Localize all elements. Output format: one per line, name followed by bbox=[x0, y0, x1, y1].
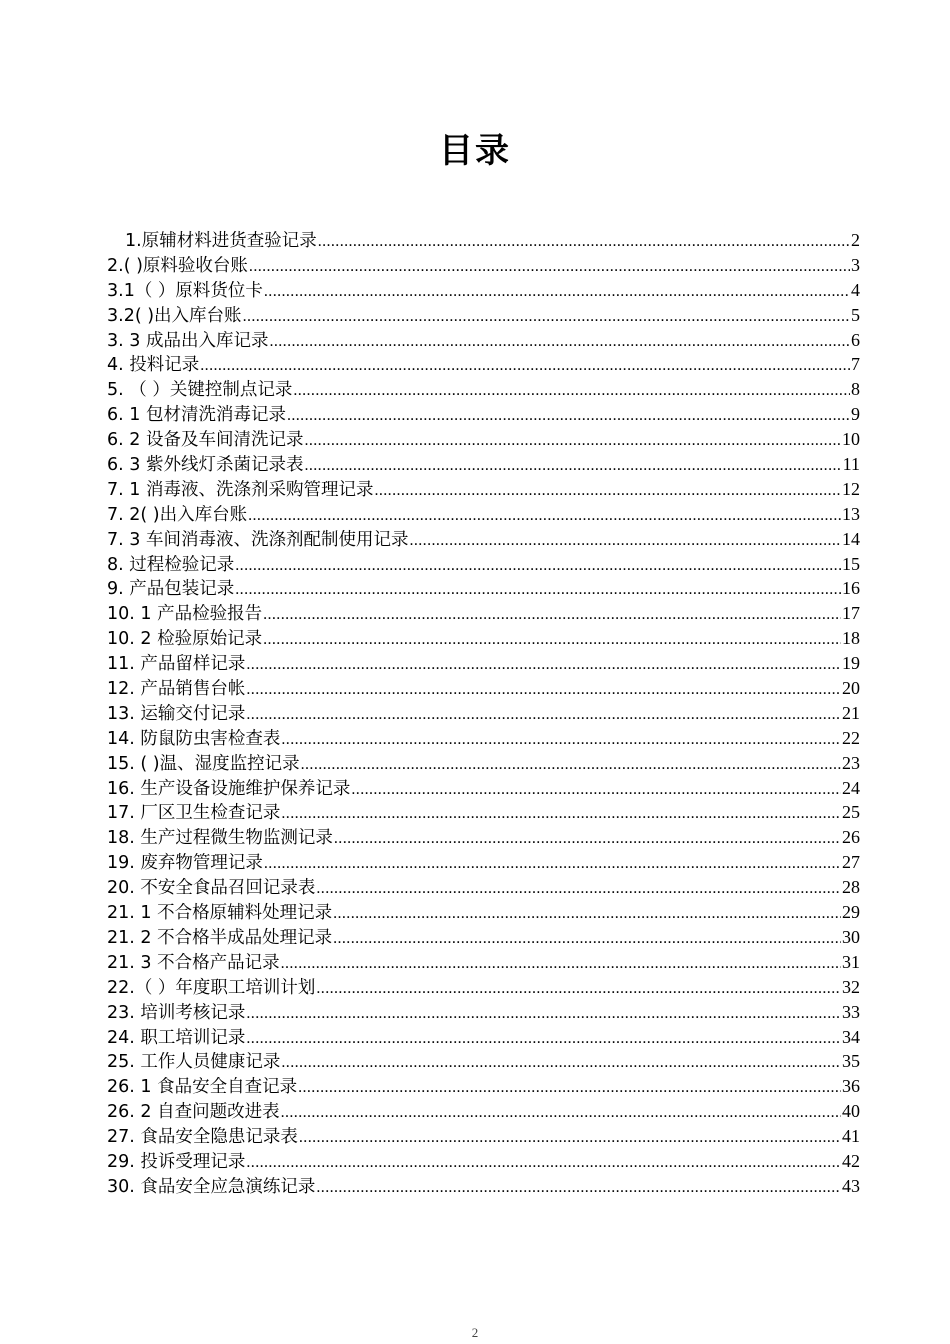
toc-dot-leader bbox=[316, 977, 841, 1000]
toc-entry-page: 7 bbox=[851, 354, 860, 375]
toc-entry-page: 8 bbox=[851, 379, 860, 400]
toc-entry[interactable] bbox=[107, 1099, 860, 1124]
toc-dot-leader bbox=[316, 877, 841, 900]
toc-entry[interactable] bbox=[107, 278, 860, 303]
toc-entry-page: 24 bbox=[842, 777, 860, 798]
toc-dot-leader bbox=[200, 354, 850, 377]
toc-entry[interactable] bbox=[107, 975, 860, 1000]
toc-entry-page: 41 bbox=[842, 1126, 860, 1147]
toc-entry-label: 9. 产品包装记录 bbox=[107, 579, 235, 600]
toc-dot-leader bbox=[246, 653, 841, 676]
toc-entry-page: 5 bbox=[851, 304, 860, 325]
toc-dot-leader bbox=[281, 728, 841, 751]
toc-entry-page: 28 bbox=[842, 877, 860, 898]
toc-entry[interactable] bbox=[107, 825, 860, 850]
toc-dot-leader bbox=[246, 703, 841, 726]
toc-dot-leader bbox=[246, 1002, 841, 1025]
toc-entry-page: 22 bbox=[842, 727, 860, 748]
toc-entry-page: 13 bbox=[842, 503, 860, 524]
toc-entry-label: 6. 3 紫外线灯杀菌记录表 bbox=[107, 455, 304, 476]
toc-entry-label: 17. 厂区卫生检查记录 bbox=[107, 803, 281, 824]
toc-entry[interactable] bbox=[107, 552, 860, 577]
toc-entry-label: 22.（ ）年度职工培训计划 bbox=[107, 977, 316, 998]
toc-entry-page: 12 bbox=[842, 478, 860, 499]
toc-entry[interactable] bbox=[107, 726, 860, 751]
toc-entry[interactable] bbox=[107, 701, 860, 726]
toc-entry-label: 26. 2 自查问题改进表 bbox=[107, 1102, 280, 1123]
toc-entry[interactable] bbox=[107, 950, 860, 975]
toc-entry-page: 40 bbox=[842, 1101, 860, 1122]
toc-dot-leader bbox=[235, 554, 841, 577]
toc-entry-label: 12. 产品销售台帐 bbox=[107, 679, 246, 700]
toc-entry-label: 30. 食品安全应急演练记录 bbox=[107, 1176, 316, 1197]
toc-dot-leader bbox=[304, 454, 841, 477]
toc-dot-leader bbox=[263, 628, 841, 651]
toc-entry[interactable] bbox=[107, 1149, 860, 1174]
toc-dot-leader bbox=[293, 379, 850, 402]
toc-entry[interactable] bbox=[107, 875, 860, 900]
toc-entry-page: 9 bbox=[851, 404, 860, 425]
toc-entry-label: 27. 食品安全隐患记录表 bbox=[107, 1127, 298, 1148]
toc-entry[interactable] bbox=[107, 800, 860, 825]
toc-entry-label: 16. 生产设备设施维护保养记录 bbox=[107, 778, 351, 799]
toc-entry-label: 8. 过程检验记录 bbox=[107, 554, 235, 575]
toc-entry-label: 3. 3 成品出入库记录 bbox=[107, 330, 269, 351]
toc-entry-page: 18 bbox=[842, 628, 860, 649]
toc-dot-leader bbox=[248, 504, 841, 527]
toc-entry-page: 27 bbox=[842, 852, 860, 873]
toc-entry-label: 25. 工作人员健康记录 bbox=[107, 1052, 281, 1073]
toc-entry-page: 23 bbox=[842, 752, 860, 773]
toc-entry-page: 25 bbox=[842, 802, 860, 823]
toc-entry-page: 17 bbox=[842, 603, 860, 624]
toc-entry-label: 18. 生产过程微生物监测记录 bbox=[107, 828, 333, 849]
toc-dot-leader bbox=[269, 330, 850, 353]
toc-entry[interactable] bbox=[107, 402, 860, 427]
toc-entry-page: 6 bbox=[851, 329, 860, 350]
toc-entry-label: 10. 2 检验原始记录 bbox=[107, 629, 263, 650]
toc-entry[interactable] bbox=[107, 776, 860, 801]
toc-entry-page: 34 bbox=[842, 1026, 860, 1047]
toc-entry[interactable] bbox=[107, 1025, 860, 1050]
toc-dot-leader bbox=[299, 1126, 841, 1149]
toc-entry-page: 11 bbox=[842, 454, 860, 475]
toc-entry[interactable] bbox=[107, 676, 860, 701]
toc-entry[interactable] bbox=[107, 377, 860, 402]
toc-dot-leader bbox=[235, 578, 841, 601]
toc-dot-leader bbox=[287, 404, 850, 427]
toc-dot-leader bbox=[334, 827, 841, 850]
toc-dot-leader bbox=[304, 429, 841, 452]
toc-dot-leader bbox=[333, 927, 841, 950]
toc-entry-label: 19. 废弃物管理记录 bbox=[107, 853, 263, 874]
toc-entry[interactable] bbox=[107, 1049, 860, 1074]
toc-entry-page: 43 bbox=[842, 1175, 860, 1196]
toc-entry[interactable] bbox=[107, 925, 860, 950]
page-title: 目录 bbox=[439, 130, 511, 171]
toc-dot-leader bbox=[281, 952, 841, 975]
toc-dot-leader bbox=[246, 1027, 841, 1050]
toc-entry-label: 23. 培训考核记录 bbox=[107, 1002, 246, 1023]
toc-entry-label: 29. 投诉受理记录 bbox=[107, 1151, 246, 1172]
toc-entry[interactable] bbox=[107, 1000, 860, 1025]
toc-entry-label: 10. 1 产品检验报告 bbox=[107, 604, 263, 625]
toc-entry-page: 19 bbox=[842, 653, 860, 674]
toc-entry[interactable] bbox=[107, 452, 860, 477]
toc-entry-label: 7. 2( )出入库台账 bbox=[107, 504, 248, 525]
toc-dot-leader bbox=[249, 255, 850, 278]
toc-entry-label: 7. 1 消毒液、洗涤剂采购管理记录 bbox=[107, 479, 374, 500]
toc-entry-label: 1.原辅材料进货查验记录 bbox=[125, 231, 317, 251]
toc-entry[interactable] bbox=[107, 900, 860, 925]
toc-entry-label: 7. 3 车间消毒液、洗涤剂配制使用记录 bbox=[107, 529, 409, 550]
toc-entry-label: 2.( )原料验收台账 bbox=[107, 255, 248, 276]
toc-entry-page: 36 bbox=[842, 1076, 860, 1097]
toc-entry[interactable] bbox=[107, 228, 860, 253]
toc-entry-page: 4 bbox=[851, 279, 860, 300]
toc-dot-leader bbox=[298, 1076, 841, 1099]
toc-dot-leader bbox=[243, 305, 850, 328]
toc-entry-page: 10 bbox=[842, 429, 860, 450]
toc-dot-leader bbox=[281, 1101, 841, 1124]
toc-entry-label: 21. 3 不合格产品记录 bbox=[107, 952, 280, 973]
toc-entry-label: 26. 1 食品安全自查记录 bbox=[107, 1077, 298, 1098]
toc-entry-page: 33 bbox=[842, 1001, 860, 1022]
table-of-contents bbox=[107, 228, 860, 1199]
toc-entry[interactable] bbox=[107, 477, 860, 502]
toc-entry-page: 21 bbox=[842, 702, 860, 723]
toc-entry[interactable] bbox=[107, 850, 860, 875]
toc-entry-page: 35 bbox=[842, 1051, 860, 1072]
toc-dot-leader bbox=[264, 852, 841, 875]
toc-entry[interactable] bbox=[107, 1174, 860, 1199]
toc-entry-page: 30 bbox=[842, 926, 860, 947]
toc-entry-label: 5. （ ）关键控制点记录 bbox=[107, 380, 293, 401]
page-number: 2 bbox=[471, 1325, 479, 1340]
toc-dot-leader bbox=[318, 230, 850, 253]
toc-entry[interactable] bbox=[107, 1124, 860, 1149]
toc-dot-leader bbox=[301, 753, 841, 776]
toc-dot-leader bbox=[351, 778, 841, 801]
toc-dot-leader bbox=[316, 1176, 841, 1199]
toc-entry[interactable] bbox=[107, 427, 860, 452]
toc-entry-page: 3 bbox=[851, 254, 860, 275]
toc-entry-page: 15 bbox=[842, 553, 860, 574]
toc-entry[interactable] bbox=[107, 527, 860, 552]
toc-entry[interactable] bbox=[107, 626, 860, 651]
toc-entry-label: 21. 1 不合格原辅料处理记录 bbox=[107, 903, 333, 924]
toc-dot-leader bbox=[246, 1151, 841, 1174]
toc-dot-leader bbox=[264, 280, 850, 303]
toc-entry[interactable] bbox=[107, 751, 860, 776]
toc-entry[interactable] bbox=[107, 576, 860, 601]
toc-entry-label: 14. 防鼠防虫害检查表 bbox=[107, 728, 281, 749]
toc-entry-page: 2 bbox=[851, 230, 860, 250]
toc-entry[interactable] bbox=[107, 352, 860, 377]
toc-entry-label: 3.2( )出入库台账 bbox=[107, 305, 242, 326]
toc-entry-label: 3.1（ ）原料货位卡 bbox=[107, 280, 263, 301]
toc-entry-label: 13. 运输交付记录 bbox=[107, 703, 246, 724]
toc-entry[interactable] bbox=[107, 502, 860, 527]
toc-entry-label: 11. 产品留样记录 bbox=[107, 654, 246, 675]
toc-entry[interactable] bbox=[107, 601, 860, 626]
toc-dot-leader bbox=[409, 529, 841, 552]
toc-entry-label: 21. 2 不合格半成品处理记录 bbox=[107, 927, 333, 948]
toc-entry-page: 14 bbox=[842, 528, 860, 549]
toc-entry[interactable] bbox=[107, 253, 860, 278]
toc-entry[interactable] bbox=[107, 1074, 860, 1099]
toc-entry[interactable] bbox=[107, 651, 860, 676]
toc-dot-leader bbox=[281, 1051, 841, 1074]
toc-entry[interactable] bbox=[107, 303, 860, 328]
toc-entry-page: 26 bbox=[842, 827, 860, 848]
toc-entry-label: 4. 投料记录 bbox=[107, 355, 200, 376]
toc-entry-page: 16 bbox=[842, 578, 860, 599]
toc-entry-label: 6. 2 设备及车间清洗记录 bbox=[107, 430, 304, 451]
toc-entry-label: 15. ( )温、湿度监控记录 bbox=[107, 753, 300, 774]
toc-dot-leader bbox=[374, 479, 841, 502]
toc-entry-page: 32 bbox=[842, 976, 860, 997]
toc-entry[interactable] bbox=[107, 328, 860, 353]
toc-dot-leader bbox=[246, 678, 841, 701]
toc-dot-leader bbox=[333, 902, 841, 925]
toc-entry-page: 31 bbox=[842, 951, 860, 972]
toc-entry-page: 42 bbox=[842, 1150, 860, 1171]
toc-dot-leader bbox=[263, 603, 841, 626]
toc-entry-page: 29 bbox=[842, 902, 860, 923]
toc-entry-label: 6. 1 包材清洗消毒记录 bbox=[107, 405, 286, 426]
toc-entry-label: 24. 职工培训记录 bbox=[107, 1027, 246, 1048]
toc-entry-label: 20. 不安全食品召回记录表 bbox=[107, 878, 316, 899]
toc-dot-leader bbox=[281, 802, 841, 825]
toc-entry-page: 20 bbox=[842, 678, 860, 699]
